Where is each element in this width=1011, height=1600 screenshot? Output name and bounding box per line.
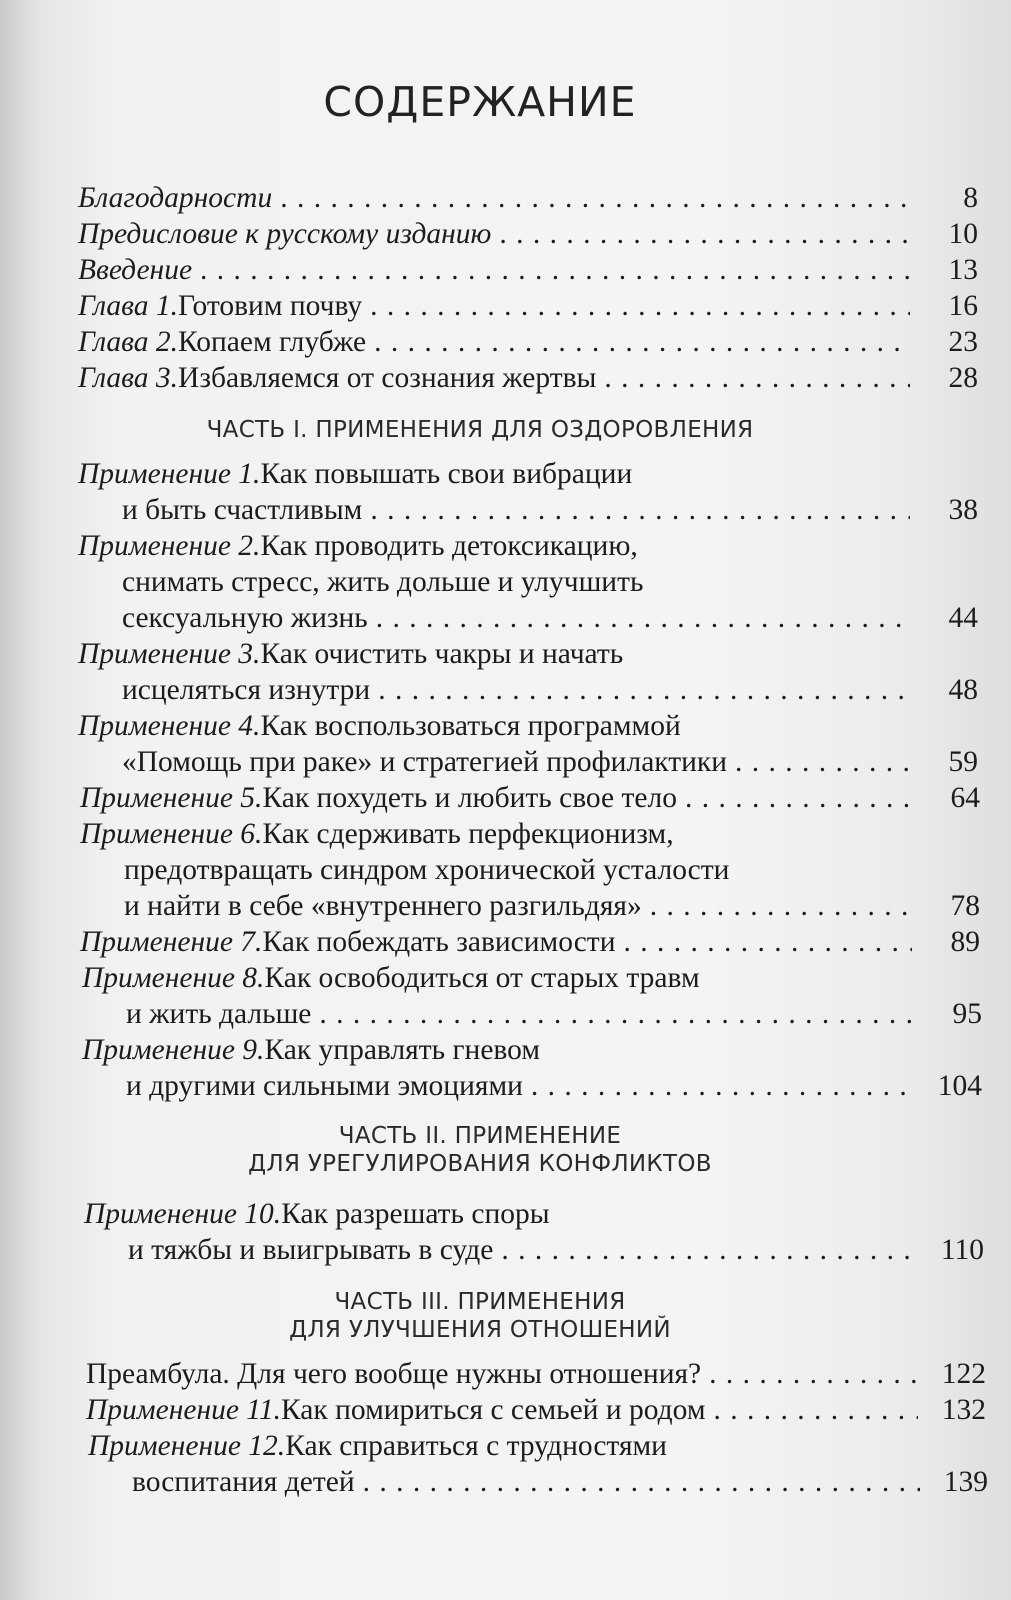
- page-number: 64: [950, 782, 980, 814]
- toc-entry: [78, 456, 978, 528]
- dot-leader: [735, 744, 910, 780]
- entry-title: Как воспользоваться программой: [260, 710, 681, 742]
- entry-label: Глава 1.: [78, 290, 179, 322]
- dot-leader: [499, 216, 910, 252]
- part-heading-line: ЧАСТЬ I. ПРИМЕНЕНИЯ ДЛЯ ОЗДОРОВЛЕНИЯ: [206, 417, 754, 443]
- dot-leader: [685, 780, 912, 816]
- part-heading: [0, 416, 960, 444]
- page-number: 38: [948, 494, 978, 526]
- entry-title: Избавляемся от сознания жертвы: [178, 362, 597, 394]
- toc-entry: [82, 1032, 982, 1104]
- toc-entry: [84, 1196, 984, 1268]
- page-number: 8: [963, 182, 978, 214]
- part-heading: [0, 1122, 960, 1178]
- part-heading-line: ЧАСТЬ III. ПРИМЕНЕНИЯ: [334, 1289, 626, 1315]
- entry-title-continued: и тяжбы и выигрывать в суде: [128, 1234, 494, 1266]
- entry-label: Применение 5.: [80, 782, 263, 814]
- entry-label: Глава 2.: [78, 326, 179, 358]
- toc-entry: [78, 288, 978, 324]
- dot-leader: [200, 252, 910, 288]
- dot-leader: [709, 1356, 918, 1392]
- entry-title: Преамбула. Для чего вообще нужны отношения?: [86, 1358, 702, 1390]
- entry-title-continued: сексуальную жизнь: [122, 602, 368, 634]
- page-number: 104: [937, 1070, 982, 1102]
- entry-title: Как справиться с трудностями: [285, 1430, 667, 1462]
- dot-leader: [714, 1392, 918, 1428]
- dot-leader: [501, 1232, 916, 1268]
- entry-label: Применение 4.: [78, 710, 261, 742]
- dot-leader: [374, 324, 910, 360]
- entry-title-continued: и быть счастливым: [122, 494, 363, 526]
- entry-title-continued: и жить дальше: [126, 998, 312, 1030]
- entry-label: Предисловие к русскому изданию: [78, 218, 492, 250]
- part-heading-line: ДЛЯ УРЕГУЛИРОВАНИЯ КОНФЛИКТОВ: [248, 1151, 712, 1177]
- entry-title: Как побеждать зависимости: [262, 926, 616, 958]
- toc-entry: [78, 528, 978, 636]
- part-heading-line: ЧАСТЬ II. ПРИМЕНЕНИЕ: [338, 1123, 622, 1149]
- entry-title: Как проводить детоксикацию,: [260, 530, 638, 562]
- entry-title-continued: воспитания детей: [132, 1466, 355, 1498]
- entry-title: Как освободиться от старых травм: [264, 962, 700, 994]
- page-number: 16: [948, 290, 978, 322]
- entry-label: Применение 9.: [82, 1034, 265, 1066]
- toc-entry: [88, 1428, 988, 1500]
- dot-leader: [363, 1464, 920, 1500]
- entry-title-continued: и другими сильными эмоциями: [126, 1070, 523, 1102]
- toc-entry: [82, 960, 982, 1032]
- page-number: 139: [943, 1466, 988, 1498]
- entry-label: Применение 3.: [78, 638, 261, 670]
- page-title: СОДЕРЖАНИЕ: [323, 78, 637, 126]
- dot-leader: [650, 888, 912, 924]
- entry-title-continued: предотвращать синдром хронической усталости: [124, 854, 730, 886]
- toc-entry: [80, 924, 980, 960]
- entry-label: Применение 11.: [86, 1394, 281, 1426]
- page-number: 48: [948, 674, 978, 706]
- entry-label: Глава 3.: [78, 362, 179, 394]
- dot-leader: [531, 1068, 914, 1104]
- dot-leader: [319, 996, 914, 1032]
- page-number: 110: [940, 1234, 984, 1266]
- entry-label: Применение 10.: [84, 1198, 282, 1230]
- toc-entry: [78, 324, 978, 360]
- page-number: 122: [941, 1358, 986, 1390]
- page-number: 78: [950, 890, 980, 922]
- toc-entry: [78, 636, 978, 708]
- part-heading-line: ДЛЯ УЛУЧШЕНИЯ ОТНОШЕНИЙ: [289, 1317, 671, 1343]
- entry-label: Применение 8.: [82, 962, 265, 994]
- entry-label: Применение 2.: [78, 530, 261, 562]
- entry-title: Как похудеть и любить свое тело: [262, 782, 677, 814]
- part-heading: [0, 1288, 960, 1344]
- dot-leader: [370, 492, 910, 528]
- page-number: 28: [948, 362, 978, 394]
- entry-title-continued: «Помощь при раке» и стратегией профилактики: [122, 746, 728, 778]
- dot-leader: [378, 672, 910, 708]
- page-number: 95: [952, 998, 982, 1030]
- toc-entry: [78, 708, 978, 780]
- entry-title: Как помириться с семьей и родом: [281, 1394, 706, 1426]
- toc-entry: [78, 360, 978, 396]
- entry-title: Как управлять гневом: [264, 1034, 541, 1066]
- page-number: 132: [941, 1394, 986, 1426]
- entry-title-continued: снимать стресс, жить дольше и улучшить: [122, 566, 644, 598]
- dot-leader: [370, 288, 910, 324]
- entry-label: Благодарности: [78, 182, 273, 214]
- page-number: 23: [948, 326, 978, 358]
- page-number: 13: [948, 254, 978, 286]
- entry-title: Как повышать свои вибрации: [260, 458, 633, 490]
- entry-label: Введение: [78, 254, 193, 286]
- toc-entry: [78, 216, 978, 252]
- entry-title: Как сдерживать перфекционизм,: [262, 818, 674, 850]
- page-number: 59: [948, 746, 978, 778]
- entry-title-continued: и найти в себе «внутреннего разгильдяя»: [124, 890, 642, 922]
- dot-leader: [376, 600, 910, 636]
- page-number: 89: [950, 926, 980, 958]
- page-number: 44: [948, 602, 978, 634]
- toc-entry: [78, 180, 978, 216]
- entry-title: Как разрешать споры: [281, 1198, 550, 1230]
- entry-label: Применение 1.: [78, 458, 261, 490]
- entry-label: Применение 12.: [88, 1430, 286, 1462]
- entry-label: Применение 6.: [80, 818, 263, 850]
- toc-entry: [86, 1392, 986, 1428]
- entry-title-continued: исцеляться изнутри: [122, 674, 371, 706]
- toc-entry: [80, 816, 980, 924]
- entry-title: Готовим почву: [178, 290, 363, 322]
- toc-entry: [86, 1356, 986, 1392]
- dot-leader: [624, 924, 913, 960]
- toc-entry: [78, 252, 978, 288]
- entry-title: Как очистить чакры и начать: [260, 638, 624, 670]
- entry-title: Копаем глубже: [178, 326, 367, 358]
- dot-leader: [604, 360, 910, 396]
- page-number: 10: [948, 218, 978, 250]
- entry-label: Применение 7.: [80, 926, 263, 958]
- toc-entry: [80, 780, 980, 816]
- dot-leader: [280, 180, 910, 216]
